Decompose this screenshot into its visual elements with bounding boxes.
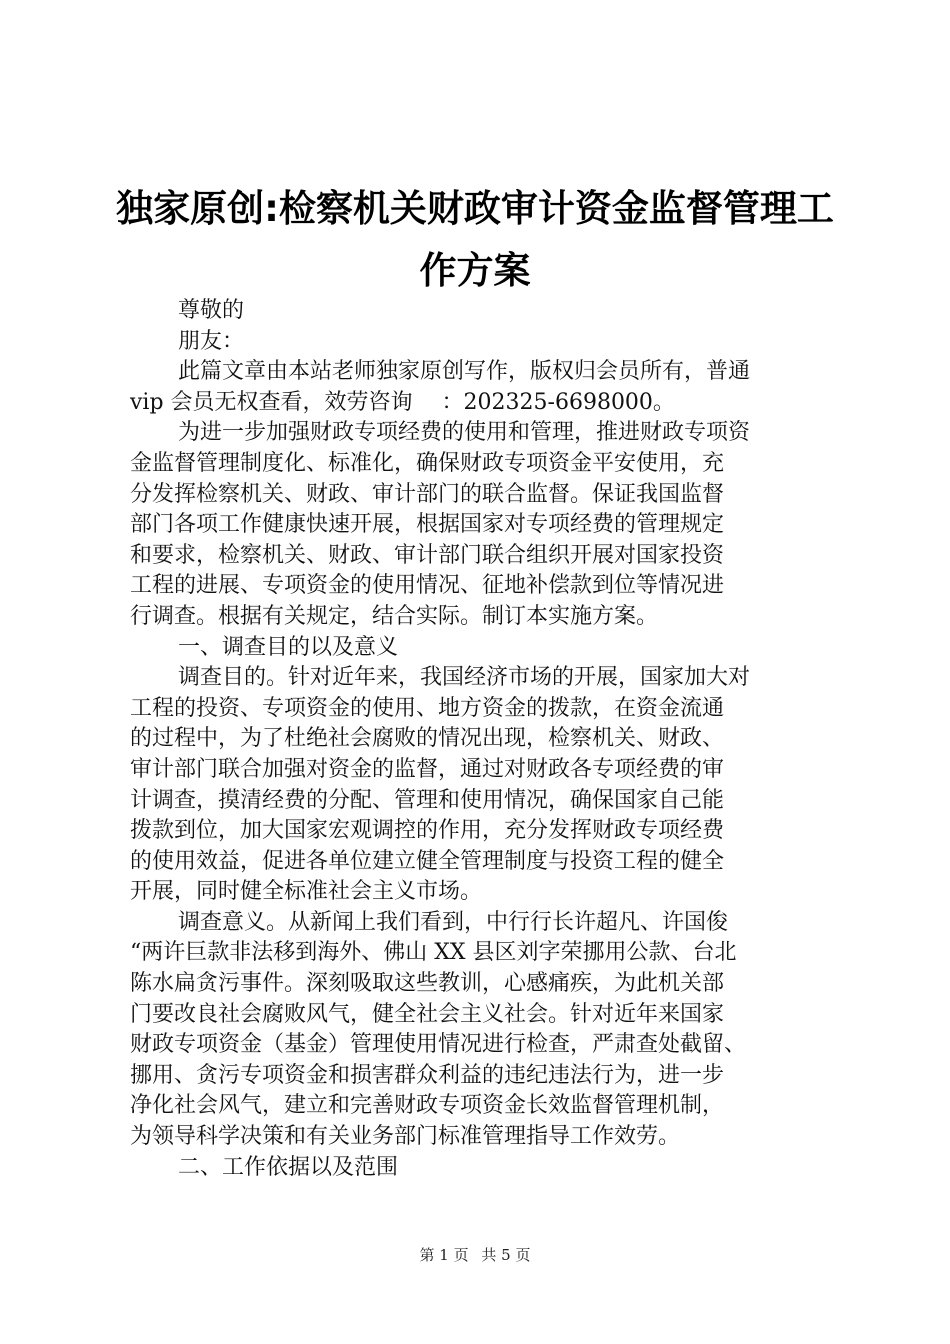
purpose-line: 拨款到位，加大国家宏观调控的作用，充分发挥财政专项经费 (130, 818, 725, 844)
section-2-heading-text: 二、工作依据以及范围 (178, 1154, 399, 1180)
greeting-line-2: 朋友： (178, 328, 245, 354)
intro-line: 金监督管理制度化、标准化，确保财政专项资金平安使用，充 (130, 450, 725, 476)
purpose-line: 的过程中，为了杜绝社会腐败的情况出现，检察机关、财政、 (130, 726, 725, 752)
notice-line-2: vip 会员无权查看，效劳咨询 ：202325-6698000。 (130, 389, 675, 415)
significance-line: “两许巨款非法移到海外、佛山 XX 县区刘字荣挪用公款、台北 (130, 940, 737, 966)
greeting (130, 296, 820, 357)
document-title (110, 178, 840, 302)
title-line-1: 独家原创:检察机关财政审计资金监督管理工 (116, 187, 834, 230)
significance-line: 门要改良社会腐败风气，健全社会主义社会。针对近年来国家 (130, 1001, 725, 1027)
purpose-paragraph (130, 663, 820, 908)
significance-line: 净化社会风气，建立和完善财政专项资金长效监督管理机制， (130, 1093, 725, 1119)
significance-paragraph (130, 908, 820, 1153)
intro-paragraph (130, 418, 820, 632)
section-1-heading-text: 一、调查目的以及意义 (178, 634, 399, 660)
title-line-2: 作方案 (419, 249, 531, 292)
purpose-line: 调查目的。针对近年来，我国经济市场的开展，国家加大对 (178, 665, 751, 691)
section-2-heading (130, 1153, 820, 1184)
significance-line: 陈水扁贪污事件。深刻吸取这些教训，心感痛疾，为此机关部 (130, 971, 725, 997)
purpose-line: 审计部门联合加强对资金的监督，通过对财政各专项经费的审 (130, 756, 725, 782)
significance-line: 财政专项资金（基金）管理使用情况进行检查，严肃查处截留、 (130, 1032, 747, 1058)
greeting-line-1: 尊敬的 (178, 298, 245, 323)
significance-line: 为领导科学决策和有关业务部门标准管理指导工作效劳。 (130, 1124, 681, 1150)
purpose-line: 计调查，摸清经费的分配、管理和使用情况，确保国家自己能 (130, 787, 725, 813)
intro-line: 行调查。根据有关规定，结合实际。制订本实施方案。 (130, 603, 659, 629)
intro-line: 工程的进展、专项资金的使用情况、征地补偿款到位等情况进 (130, 573, 725, 599)
intro-line: 分发挥检察机关、财政、审计部门的联合监督。保证我国监督 (130, 481, 725, 507)
significance-line: 调查意义。从新闻上我们看到，中行行长许超凡、许国俊 (178, 909, 729, 935)
notice-paragraph (130, 357, 820, 418)
intro-line: 部门各项工作健康快速开展，根据国家对专项经费的管理规定 (130, 512, 725, 538)
page-total: 共 5 页 (481, 1246, 531, 1264)
purpose-line: 的使用效益，促进各单位建立健全管理制度与投资工程的健全 (130, 848, 725, 874)
page-footer (0, 1244, 950, 1265)
section-1-heading (130, 633, 820, 664)
purpose-line: 工程的投资、专项资金的使用、地方资金的拨款，在资金流通 (130, 695, 725, 721)
notice-line-1: 此篇文章由本站老师独家原创写作，版权归会员所有，普通 (178, 359, 751, 385)
significance-line: 挪用、贪污专项资金和损害群众利益的违纪违法行为，进一步 (130, 1062, 725, 1088)
purpose-line: 开展，同时健全标准社会主义市场。 (130, 879, 483, 905)
document-body (130, 296, 820, 1183)
intro-line: 为进一步加强财政专项经费的使用和管理，推进财政专项资 (178, 420, 751, 446)
page-number: 第 1 页 (419, 1246, 469, 1264)
intro-line: 和要求，检察机关、财政、审计部门联合组织开展对国家投资 (130, 542, 725, 568)
